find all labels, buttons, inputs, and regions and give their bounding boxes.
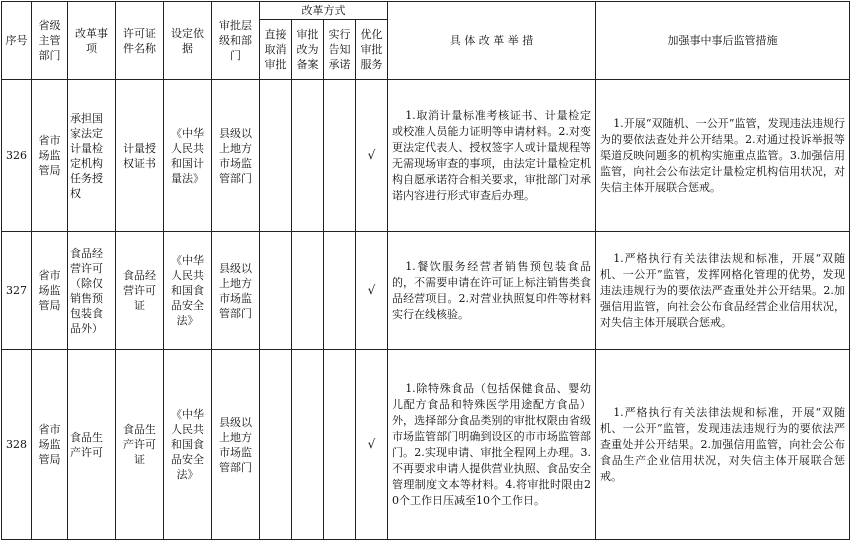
row-m3: [324, 232, 356, 350]
row-m1: [260, 232, 292, 350]
header-reform: 改革方式: [260, 2, 388, 20]
row-supervision: 1.严格执行有关法律法规和标准，开展“双随机、一公开”监管，发挥网格化管理的优势，发现违法违规行为的要依法严查重处并公开结果。2.加强信用监管，向社会公布食品经营企业信用状况，对失信主体开展联合惩戒。: [596, 232, 850, 350]
row-dept: 省市场监管局: [32, 232, 68, 350]
table-row: [2, 232, 850, 350]
header-supervision: 加强事中事后监管措施: [596, 2, 850, 80]
header-m3: 实行告知承诺: [324, 20, 356, 80]
row-level: 县级以上地方市场监管部门: [212, 232, 260, 350]
header-cert: 许可证件名称: [116, 2, 164, 80]
row-m2: [292, 232, 324, 350]
row-supervision: 1.严格执行有关法律法规和标准，开展“双随机、一公开”监管，发现违法违规行为的要依法严查重处并公开结果。2.加强信用监管，向社会公布食品生产企业信用状况，对失信主体开展联合惩戒。: [596, 350, 850, 540]
row-m1: [260, 350, 292, 540]
table-header: [2, 2, 850, 80]
row-supervision: 1.开展“双随机、一公开”监管，发现违法违规行为的要依法查处并公开结果。2.对通过投诉举报等渠道反映问题多的机构实施重点监管。3.加强信用监管，向社会公布法定计量检定机构信用状况，对失信主体开展联合惩戒。: [596, 80, 850, 232]
reform-table: [1, 1, 850, 540]
row-m4-check: √: [356, 80, 388, 232]
row-m1: [260, 80, 292, 232]
header-measures: 具 体 改 革 举 措: [388, 2, 596, 80]
row-level: 县级以上地方市场监管部门: [212, 350, 260, 540]
header-item: 改革事项: [68, 2, 116, 80]
table-row: [2, 350, 850, 540]
row-m2: [292, 350, 324, 540]
header-m2: 审批改为备案: [292, 20, 324, 80]
row-item: 食品生产许可: [68, 350, 116, 540]
row-measures: 1.除特殊食品（包括保健食品、婴幼儿配方食品和特殊医学用途配方食品）外，选择部分食品类别的审批权限由省级市场监管部门明确到设区的市市场监管部门。2.实现申请、审批全程网上办理。3.不再要求申请人提供营业执照、食品安全管理制度文本等材料。4.将审批时限由20个工作日压减至10个工作日。: [388, 350, 596, 540]
header-m1: 直接取消审批: [260, 20, 292, 80]
row-m4-check: √: [356, 350, 388, 540]
row-no: 326: [2, 80, 32, 232]
header-m4: 优化审批服务: [356, 20, 388, 80]
row-m3: [324, 80, 356, 232]
row-basis: 《中华人民共和国计量法》: [164, 80, 212, 232]
row-m2: [292, 80, 324, 232]
row-cert: 食品经营许可证: [116, 232, 164, 350]
header-dept: 省级主管部门: [32, 2, 68, 80]
row-measures: 1.餐饮服务经营者销售预包装食品的，不需要申请在许可证上标注销售类食品经营项目。2.对营业执照复印件等材料实行在线核验。: [388, 232, 596, 350]
row-m4-check: √: [356, 232, 388, 350]
row-cert: 计量授权证书: [116, 80, 164, 232]
row-no: 328: [2, 350, 32, 540]
row-m3: [324, 350, 356, 540]
row-dept: 省市场监管局: [32, 80, 68, 232]
header-no: 序号: [2, 2, 32, 80]
row-item: 食品经营许可（除仅销售预包装食品外）: [68, 232, 116, 350]
table-row: [2, 80, 850, 232]
row-dept: 省市场监管局: [32, 350, 68, 540]
row-item: 承担国家法定计量检定机构任务授权: [68, 80, 116, 232]
row-basis: 《中华人民共和国食品安全法》: [164, 350, 212, 540]
row-level: 县级以上地方市场监管部门: [212, 80, 260, 232]
header-level: 审批层级和部门: [212, 2, 260, 80]
row-cert: 食品生产许可证: [116, 350, 164, 540]
row-no: 327: [2, 232, 32, 350]
header-basis: 设定依据: [164, 2, 212, 80]
row-basis: 《中华人民共和国食品安全法》: [164, 232, 212, 350]
row-measures: 1.取消计量标准考核证书、计量检定或校准人员能力证明等申请材料。2.对变更法定代表人、授权签字人或计量规程等无需现场审查的事项，由法定计量检定机构自愿承诺符合相关要求，审批部门对承诺内容进行形式审查后办理。: [388, 80, 596, 232]
